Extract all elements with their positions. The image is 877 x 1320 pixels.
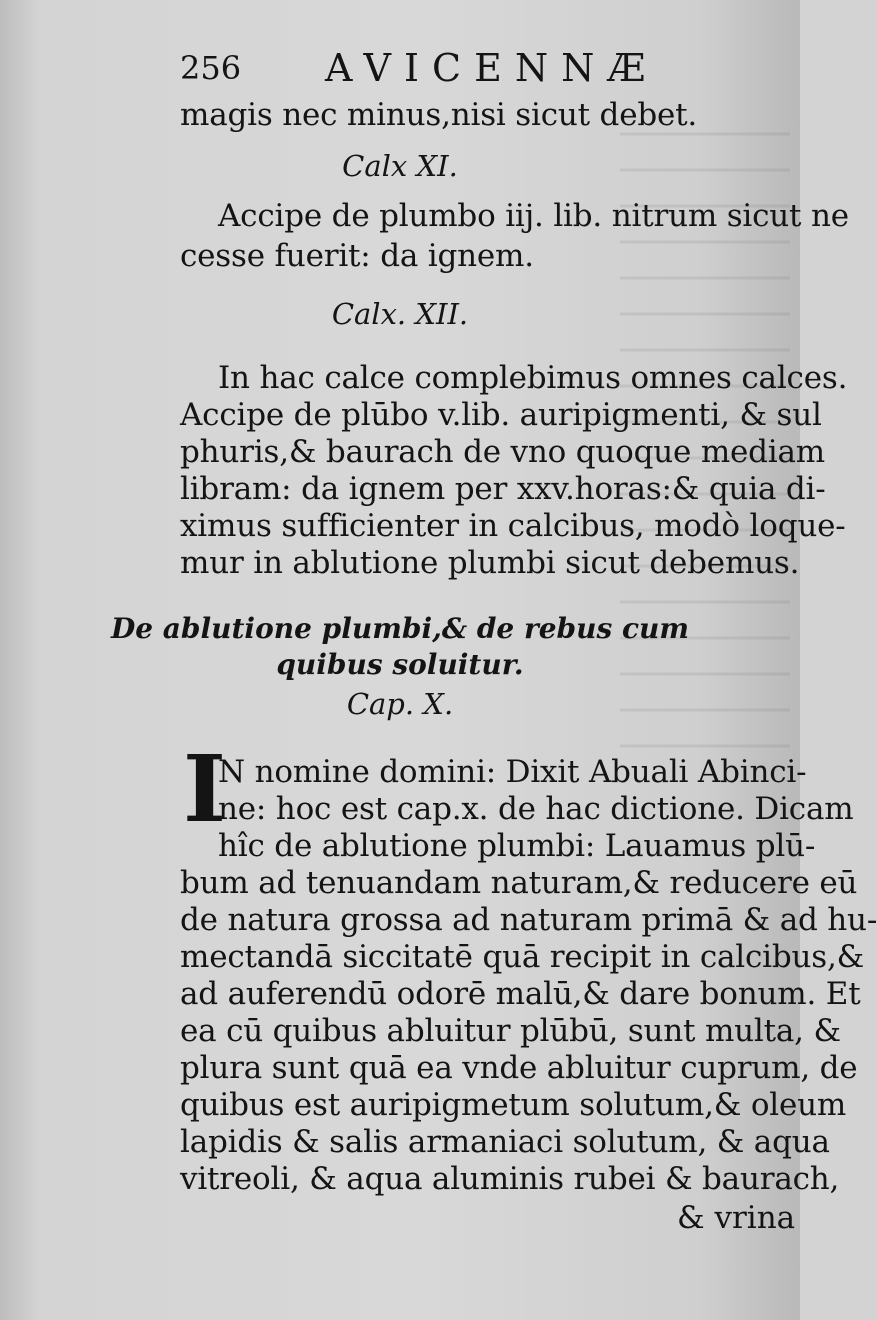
drop-cap-initial: I <box>183 735 227 843</box>
chapter-label: Cap. X. <box>346 687 454 721</box>
chapter-title-continued: quibus soluitur. <box>276 648 524 681</box>
body-line: ea cū quibus abluitur plūbū, sunt multa, & <box>180 1013 841 1049</box>
body-line: Accipe de plūbo v.lib. auripigmenti, & sul <box>180 397 822 433</box>
body-line: mectandā siccitatē quā recipit in calcibus,& <box>180 939 865 975</box>
body-line: phuris,& baurach de vno quoque mediam <box>180 434 825 470</box>
body-line: plura sunt quā ea vnde abluitur cuprum, de <box>180 1050 858 1086</box>
body-line: N nomine domini: Dixit Abuali Abinci- <box>218 754 807 790</box>
chapter-title: De ablutione plumbi,& de rebus cum <box>110 612 690 645</box>
body-line: quibus est auripigmetum solutum,& oleum <box>180 1087 847 1123</box>
body-line: cesse fuerit: da ignem. <box>180 238 534 274</box>
body-line: ne: hoc est cap.x. de hac dictione. Dicam <box>218 791 854 827</box>
body-line: de natura grossa ad naturam primā & ad hu- <box>180 902 877 938</box>
body-line: In hac calce complebimus omnes calces. <box>218 360 848 396</box>
page-number: 256 <box>180 49 242 87</box>
body-line: hîc de ablutione plumbi: Lauamus plū- <box>218 828 816 864</box>
body-line: libram: da ignem per xxv.horas:& quia di- <box>180 471 826 507</box>
section-heading-calx-xii: Calx. XII. <box>331 297 469 331</box>
body-line: bum ad tenuandam naturam,& reducere eū <box>180 865 858 901</box>
body-line: magis nec minus,nisi sicut debet. <box>180 97 698 133</box>
body-line: mur in ablutione plumbi sicut debemus. <box>180 545 800 581</box>
body-line: lapidis & salis armaniaci solutum, & aqua <box>180 1124 830 1160</box>
body-line: ad auferendū odorē malū,& dare bonum. Et <box>180 976 861 1012</box>
page-header <box>180 48 690 88</box>
body-line: ximus sufficienter in calcibus, modò loque- <box>180 508 846 544</box>
body-line: vitreoli, & aqua aluminis rubei & baurach, <box>180 1161 840 1197</box>
body-line: Accipe de plumbo iij. lib. nitrum sicut ne <box>218 198 849 234</box>
catchword: & vrina <box>677 1200 796 1236</box>
running-title: AVICENNÆ <box>325 46 659 90</box>
section-heading-calx-xi: Calx XI. <box>342 149 458 183</box>
